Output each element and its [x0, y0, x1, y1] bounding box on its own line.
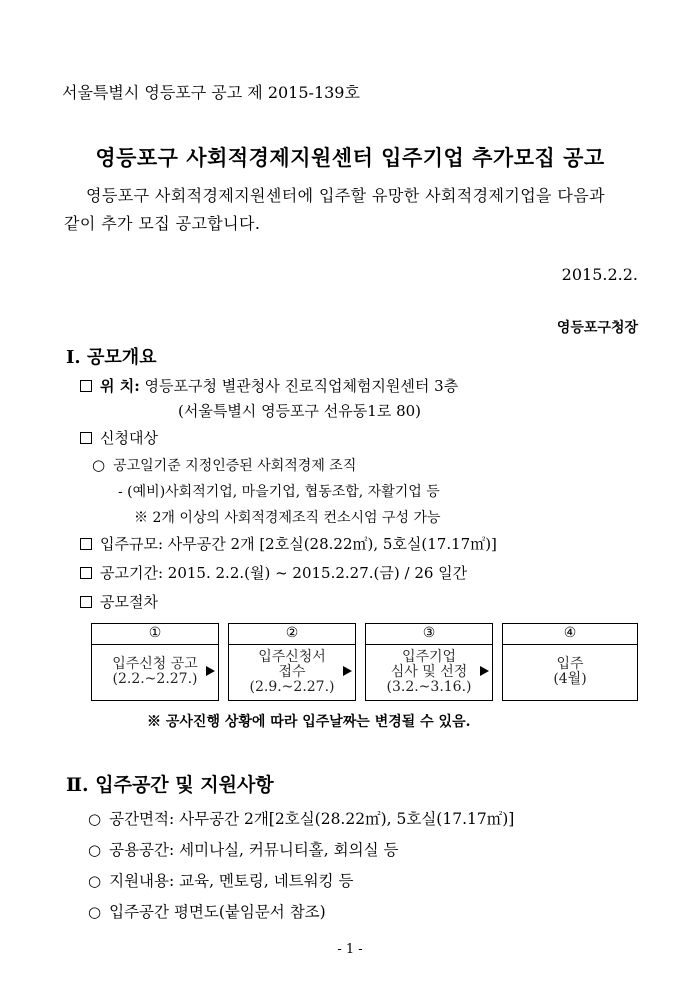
procedure-label: 공모절차: [100, 593, 158, 611]
issuer: 영등포구청장: [556, 320, 638, 336]
procedure-step-1: [91, 623, 219, 701]
support-item-label: 지원내용:: [109, 872, 175, 890]
support-item-value: 사무공간 2개[2호실(28.22㎡), 5호실(17.17㎡)]: [179, 810, 515, 828]
intro-line-1: 영등포구 사회적경제지원센터에 입주할 유망한 사회적경제기업을 다음과: [86, 186, 605, 205]
target-note: ※ 2개 이상의 사회적경제조직 컨소시엄 구성 가능: [134, 510, 441, 526]
target-label: 신청대상: [100, 429, 158, 447]
page-number: - 1 -: [337, 942, 363, 957]
step-text: (3.2.~3.16.): [386, 678, 472, 695]
section-2-title: Ⅱ. 입주공간 및 지원사항: [66, 774, 274, 796]
circle-bullet-icon: ○: [88, 872, 102, 890]
circle-bullet-icon: ○: [92, 456, 106, 474]
step-text: 입주: [556, 656, 584, 672]
procedure-step-2: [228, 623, 356, 701]
checkbox-icon: [80, 538, 92, 550]
checkbox-icon: [80, 380, 92, 392]
support-item-value: 세미나실, 커뮤니티홀, 회의실 등: [179, 841, 399, 859]
notice-number: 서울특별시 영등포구 공고 제 2015-139호: [62, 83, 360, 102]
arrow-right-icon: [480, 666, 489, 676]
document-title: 영등포구 사회적경제지원센터 입주기업 추가모집 공고: [95, 145, 605, 170]
step-text: 입주신청서: [258, 648, 326, 665]
support-item-label: 공간면적:: [109, 810, 175, 828]
scale-value: 사무공간 2개 [2호실(28.22㎡), 5호실(17.17㎡)]: [167, 535, 497, 553]
support-item-label: 입주공간 평면도(붙임문서 참조): [109, 903, 326, 921]
scale-label: 입주규모:: [100, 535, 164, 553]
checkbox-icon: [80, 567, 92, 579]
step-text: 심사 및 선정: [390, 663, 468, 680]
support-item: [88, 869, 354, 891]
arrow-right-icon: [206, 666, 215, 676]
issue-date: 2015.2.2.: [561, 265, 638, 284]
support-item-value: 교육, 멘토링, 네트워킹 등: [179, 872, 354, 890]
procedure-step-3: [365, 623, 493, 701]
step-number: ④: [503, 624, 637, 645]
procedure-note: ※ 공사진행 상황에 따라 입주날짜는 변경될 수 있음.: [147, 714, 471, 730]
procedure-row: [80, 591, 158, 612]
target-item: 공고일기준 지정인증된 사회적경제 조직: [113, 458, 357, 474]
step-number: ③: [366, 624, 492, 645]
circle-bullet-icon: ○: [88, 841, 102, 859]
arrow-right-icon: [343, 666, 352, 676]
location-address: (서울특별시 영등포구 선유동1로 80): [178, 402, 422, 420]
support-item: [88, 900, 326, 922]
step-text: 접수: [278, 663, 306, 680]
section-1-title: Ⅰ. 공모개요: [66, 347, 157, 368]
support-item: [88, 807, 514, 829]
step-text: (2.2.~2.27.): [112, 671, 198, 687]
location-row: [80, 375, 458, 396]
procedure-step-4: [502, 623, 638, 701]
target-sub: - (예비)사회적기업, 마을기업, 협동조합, 자활기업 등: [118, 484, 440, 500]
period-row: [80, 562, 467, 583]
circle-bullet-icon: ○: [88, 903, 102, 921]
step-text: (4월): [553, 671, 587, 687]
checkbox-icon: [80, 596, 92, 608]
support-item-label: 공용공간:: [109, 841, 175, 859]
support-item: [88, 838, 398, 860]
step-number: ①: [92, 624, 218, 645]
target-item-row: [92, 455, 356, 475]
intro-line-2: 같이 추가 모집 공고합니다.: [64, 214, 261, 233]
step-number: ②: [229, 624, 355, 645]
checkbox-icon: [80, 432, 92, 444]
step-text: 입주신청 공고: [112, 656, 198, 672]
circle-bullet-icon: ○: [88, 810, 102, 828]
location-label: 위 치:: [100, 377, 140, 395]
period-label: 공고기간:: [100, 564, 164, 582]
period-value: 2015. 2.2.(월) ~ 2015.2.27.(금) / 26 일간: [167, 564, 468, 582]
location-value: 영등포구청 별관청사 진로직업체험지원센터 3층: [144, 377, 459, 395]
target-row: [80, 427, 158, 448]
step-text: 입주기업: [401, 648, 457, 665]
step-text: (2.9.~2.27.): [249, 678, 335, 695]
scale-row: [80, 533, 497, 554]
